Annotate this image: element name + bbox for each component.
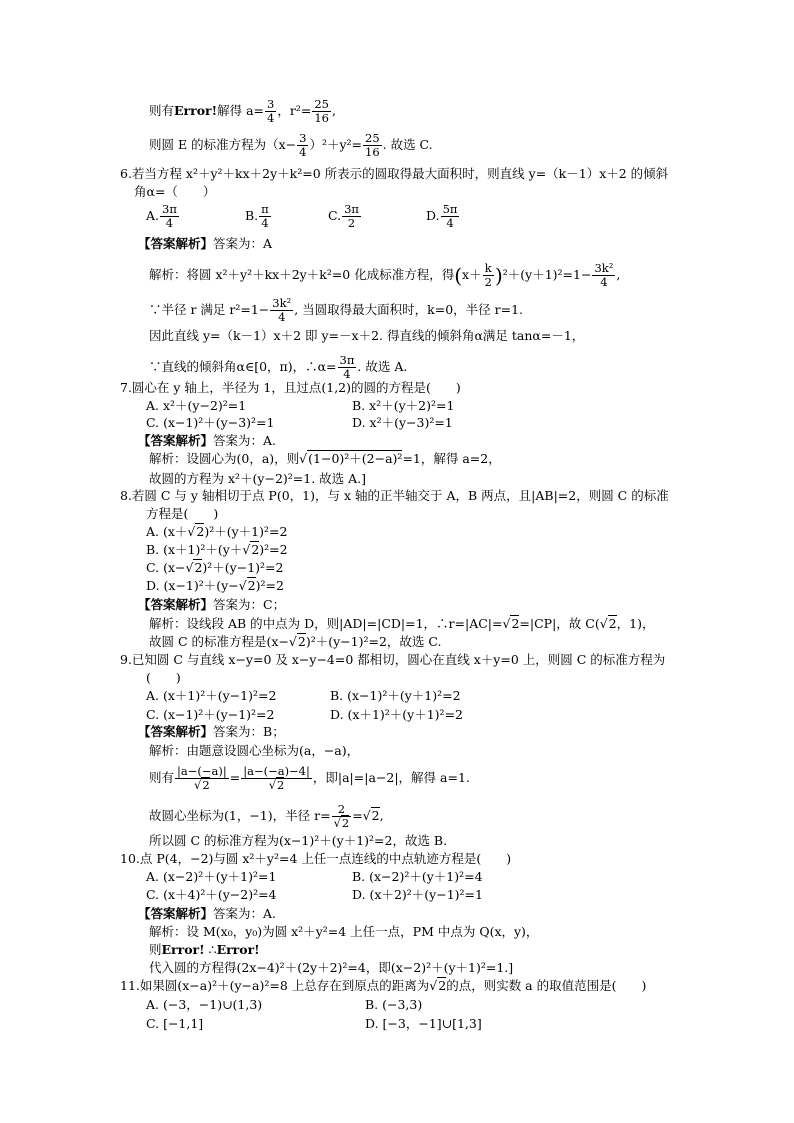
fraction: $\frac{3}{4}$ [299, 131, 307, 159]
option-b: B. (−3,3) [365, 997, 423, 1012]
question-8: 8.若圆 C 与 y 轴相切于点 P(0，1)，与 x 轴的正半轴交于 A，B 两点，且|AB|=2，则圆 C 的标准 [120, 488, 669, 503]
solution-line: 解析：将圆 x²＋y²＋kx＋2y＋k²=0 化成标准方程，得(x＋ $\frac{k}{2}$ )²＋(y＋1)²=1− $\frac{\text{3k²}}{4}$ , [149, 261, 621, 289]
error-field: Error! [216, 942, 260, 957]
solution-line: 因此直线 y=（k－1）x＋2 即 y=－x＋2. 得直线的倾斜角α满足 tanα=－1， [149, 328, 585, 343]
option-a: A. (x＋√2)²＋(y＋1)²=2 [146, 524, 288, 539]
option-a: A. (x＋1)²＋(y−1)²=2 [146, 688, 277, 703]
option-c: C. (x＋4)²＋(y−2)²=4 [146, 887, 277, 902]
option-d: D. x²＋(y−3)²=1 [352, 415, 453, 430]
text: 解得 a= [217, 103, 265, 118]
fraction: $\frac{25}{16}$ [365, 131, 380, 159]
question-6-cont: 角α=（ ） [134, 184, 216, 199]
question-8-cont: 方程是( ) [146, 506, 219, 521]
answer-label: 【答案解析】 [138, 433, 214, 448]
answer-label: 【答案解析】 [138, 724, 214, 739]
solution-line: 所以圆 C 的标准方程为(x−1)²＋(y＋1)²=2，故选 B. [149, 833, 448, 848]
solution-line: ∵直线的倾斜角α∈[0，π)，∴α= $\frac{3\pi}{4}$ . 故选 A. [149, 353, 408, 381]
question-9: 9.已知圆 C 与直线 x−y=0 及 x−y−4=0 都相切，圆心在直线 x＋y=0 上，则圆 C 的标准方程为 [120, 652, 666, 667]
option-d: D. (x−1)²＋(y−√2)²=2 [146, 578, 284, 593]
solution-line: 故圆 C 的标准方程是(x−√2)²＋(y−1)²=2，故选 C. [149, 634, 442, 649]
solution-line: ∵半径 r 满足 r²=1− $\frac{\text{3k²}}{4}$ , 当圆取得最大面积时，k=0，半径 r=1. [149, 296, 524, 324]
solution-line: 解析：设 M(x₀，y₀)为圆 x²＋y²=4 上任一点，PM 中点为 Q(x，y)， [149, 924, 539, 939]
solution-line: 解析：由题意设圆心坐标为(a，−a)， [149, 743, 360, 758]
solution-line: 代入圆的方程得(2x−4)²＋(2y＋2)²=4，即(x−2)²＋(y＋1)²=1.] [149, 960, 514, 975]
option-b: B. (x＋1)²＋(y＋√2)²=2 [146, 542, 288, 557]
option-d: D. (x＋1)²＋(y＋1)²=2 [330, 707, 463, 722]
answer-line: 【答案解析】答案为：A [138, 236, 273, 251]
solution-line: 则圆 E 的标准方程为（x− $\frac{3}{4}$ ）²＋y²= $\frac{25}{16}$ . 故选 C. [149, 131, 433, 159]
option-c: C. (x−1)²＋(y−1)²=2 [146, 707, 275, 722]
option-d: D. $\frac{5\pi}{4}$ [426, 202, 458, 230]
text: ，r²= [277, 103, 312, 118]
option-b: B. (x−2)²＋(y＋1)²=4 [352, 869, 483, 884]
option-c: C. [−1,1] [146, 1016, 204, 1031]
option-c: C. $\frac{3\pi}{2}$ [328, 202, 359, 230]
solution-line: 则Error! ∴Error! [149, 942, 260, 957]
option-c: C. (x−1)²＋(y−3)²=1 [146, 415, 275, 430]
solution-line: 故圆的方程为 x²＋(y−2)²=1. 故选 A.] [149, 471, 367, 486]
option-d: D. [−3，−1]∪[1,3] [365, 1016, 482, 1031]
question-7: 7.圆心在 y 轴上，半径为 1，且过点(1,2)的圆的方程是( ) [120, 380, 461, 395]
question-11: 11.如果圆(x−a)²＋(y−a)²=8 上总存在到原点的距离为√2的点，则实数 a 的取值范围是( ) [120, 978, 647, 993]
question-9-cont: ( ) [146, 670, 181, 685]
answer-line: 【答案解析】答案为：A. [138, 433, 277, 448]
option-b: B. (x−1)²＋(y＋1)²=2 [330, 688, 461, 703]
question-6: 6.若当方程 x²＋y²＋kx＋2y＋k²=0 所表示的圆取得最大面积时，则直线 y=（k－1）x＋2 的倾斜 [120, 166, 669, 181]
sqrt: (1−0)²＋(2−a)² [308, 451, 403, 466]
question-10: 10.点 P(4，−2)与圆 x²＋y²=4 上任一点连线的中点轨迹方程是( ) [120, 851, 512, 866]
option-a: A. $\frac{3\pi}{4}$ [146, 202, 177, 230]
option-d: D. (x＋2)²＋(y−1)²=1 [352, 887, 483, 902]
answer-line: 【答案解析】答案为：C； [138, 597, 286, 612]
answer-line: 【答案解析】答案为：A. [138, 906, 277, 921]
option-b: B. $\frac{\pi}{4}$ [245, 202, 269, 230]
answer-label: 【答案解析】 [138, 236, 214, 251]
option-c: C. (x−√2)²＋(y−1)²=2 [146, 560, 284, 575]
fraction: $\frac{25}{16}$ [314, 97, 329, 125]
solution-line: 解析：设圆心为(0，a)，则√(1−0)²＋(2−a)²=1，解得 a=2， [149, 451, 501, 466]
solution-line: 则有Error!解得 a= $\frac{3}{4}$ ，r²= $\frac{25}{16}$ , [149, 97, 336, 125]
option-a: A. (−3，−1)∪(1,3) [146, 997, 263, 1012]
answer-label: 【答案解析】 [138, 906, 214, 921]
option-a: A. x²＋(y−2)²=1 [146, 398, 247, 413]
error-field: Error! [161, 942, 205, 957]
solution-line: 解析：设线段 AB 的中点为 D，则|AD|=|CD|=1，∴r=|AC|=√2=|CP|，故 C(√2，1)， [149, 616, 655, 631]
error-field: Error! [174, 103, 218, 118]
solution-line: 故圆心坐标为(1，−1)，半径 r= $\frac{2}{√2}$ =√2, [149, 802, 384, 830]
option-b: B. x²＋(y＋2)²=1 [352, 398, 455, 413]
option-a: A. (x−2)²＋(y＋1)²=1 [146, 869, 277, 884]
answer-line: 【答案解析】答案为：B； [138, 724, 285, 739]
solution-line: 则有 $\frac{|a-(-a)|}{√2}$ = $\frac{|a-(-a)-4|}{√2}$ ，即|a|=|a−2|，解得 a=1. [149, 764, 470, 792]
answer-label: 【答案解析】 [138, 597, 214, 612]
text: 则有 [149, 103, 175, 118]
fraction: $\frac{3}{4}$ [267, 97, 275, 125]
